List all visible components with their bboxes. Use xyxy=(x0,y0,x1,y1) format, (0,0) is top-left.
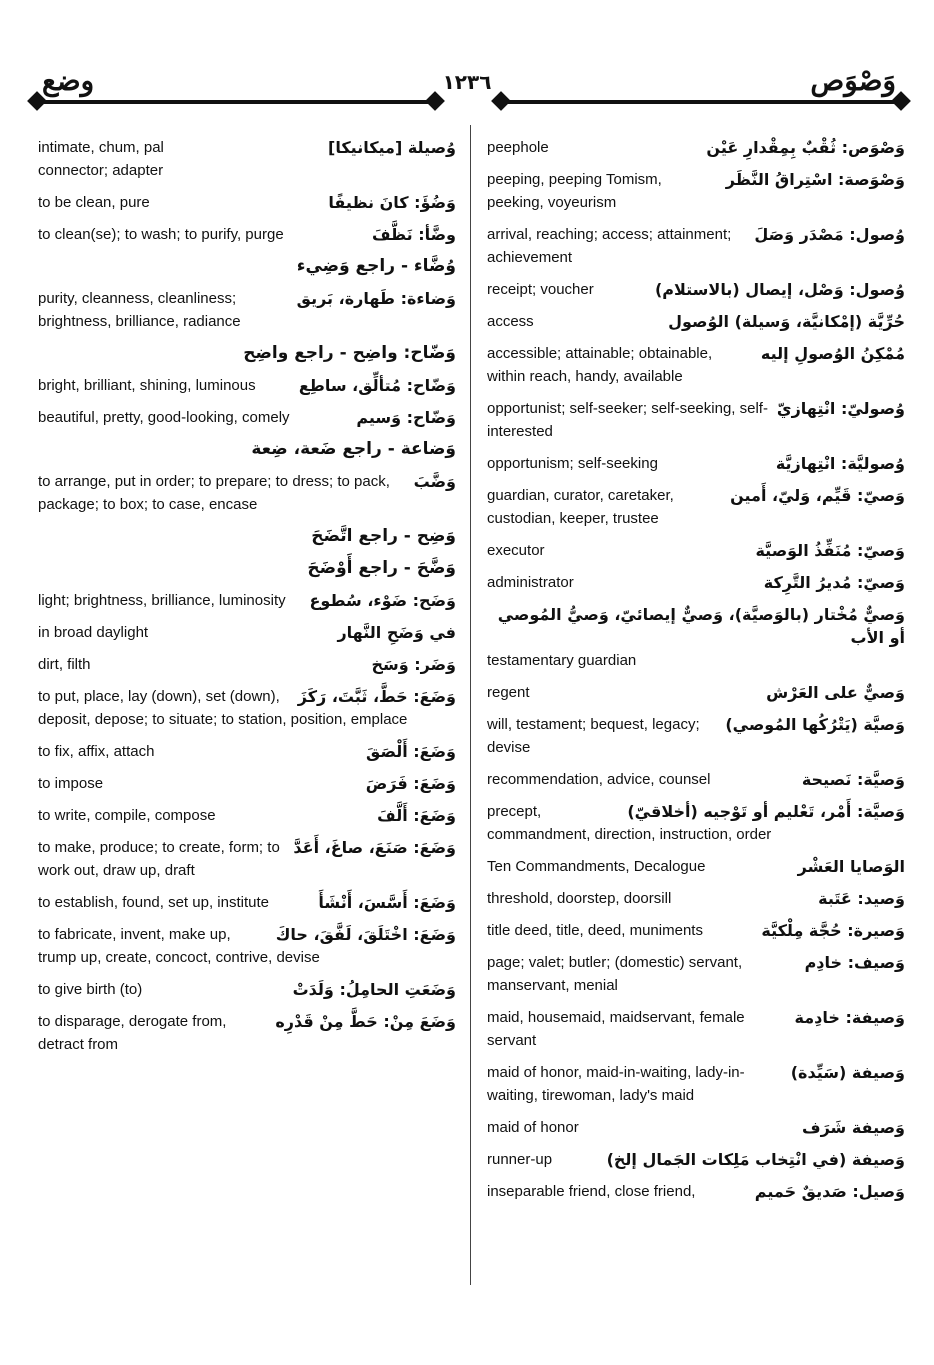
page-header xyxy=(30,60,904,110)
arabic-headword: وُصيلة [ميكانيكا] xyxy=(328,138,456,157)
english-definition: testamentary guardian xyxy=(487,652,637,669)
english-definition: to fix, affix, attach xyxy=(38,743,155,760)
dictionary-entry xyxy=(487,1006,905,1052)
dictionary-entry xyxy=(487,713,905,759)
arabic-headword: وَضّاح: واضِح - راجع واضِح xyxy=(243,343,456,363)
arabic-headword: وَضُؤَ: كانَ نظيفًا xyxy=(328,193,456,212)
arabic-headword: وَضِح - راجع اتَّضَحَ xyxy=(311,526,456,546)
dictionary-entry xyxy=(38,772,456,795)
dictionary-entry xyxy=(38,223,456,246)
dictionary-entry xyxy=(487,539,905,562)
dictionary-entry xyxy=(38,557,456,580)
english-definition: purity, cleanness, cleanliness; brightness, brilliance, radiance xyxy=(38,290,241,330)
english-definition: executor xyxy=(487,542,545,559)
english-definition: beautiful, pretty, good-looking, comely xyxy=(38,409,290,426)
dictionary-entry xyxy=(487,919,905,942)
arabic-headword: وَضَعَ: حَطَّ، ثَبَّتَ، رَكَزَ xyxy=(297,687,456,706)
english-definition: peeping, peeping Tomism, peeking, voyeurism xyxy=(487,171,662,211)
rule-ornament-diamond xyxy=(491,91,511,111)
english-definition xyxy=(38,139,164,179)
arabic-headword: وَضَعَ: أَسَّسَ، أَنْشَأَ xyxy=(318,893,456,912)
arabic-headword: وَضَعَ مِنْ: حَطَّ مِنْ قَدْرِه xyxy=(275,1012,456,1031)
arabic-headword: وَضّاح: وَسيم xyxy=(356,408,456,427)
right-running-headword: وَصْوَص xyxy=(810,64,896,97)
english-definition: dirt, filth xyxy=(38,656,91,673)
english-definition: inseparable friend, close friend, xyxy=(487,1183,696,1200)
arabic-headword: وُصوليّ: انْتِهازيّ xyxy=(776,399,905,418)
arabic-headword: وَضَر: وَسَخ xyxy=(371,655,456,674)
header-rule-right xyxy=(500,100,900,104)
dictionary-entry xyxy=(38,438,456,461)
arabic-headword: حُرِّيَّة (إمْكانيَّة، وَسيلة) الوُصول xyxy=(668,312,905,331)
arabic-headword: وَضاءة: طَهارة، بَريق xyxy=(296,289,456,308)
english-definition: to clean(se); to wash; to purify, purge xyxy=(38,226,284,243)
english-definition: maid of honor, maid-in-waiting, lady-in-waiting, tirewoman, lady's maid xyxy=(487,1064,745,1104)
arabic-headword: وَضاعة - راجع ضَعة، ضِعة xyxy=(251,439,456,459)
dictionary-entry xyxy=(487,342,905,388)
english-definition: maid of honor xyxy=(487,1119,579,1136)
english-definition-line: intimate, chum, pal xyxy=(38,139,164,156)
dictionary-entry xyxy=(38,136,456,182)
dictionary-entry xyxy=(487,855,905,878)
english-definition: to put, place, lay (down), set (down), deposit, depose; to situate; to station, position, emplace xyxy=(38,688,408,728)
dictionary-entry xyxy=(38,804,456,827)
arabic-headword: وَصيّ: مُديرُ التَّرِكة xyxy=(763,573,905,592)
arabic-headword: وُصول: مَصْدَر وَصَلَ xyxy=(754,225,905,244)
english-definition: receipt; voucher xyxy=(487,281,594,298)
rule-ornament-diamond xyxy=(425,91,445,111)
dictionary-entry xyxy=(38,621,456,644)
english-definition: to fabricate, invent, make up, trump up, create, concoct, contrive, devise xyxy=(38,926,320,966)
dictionary-entry xyxy=(487,136,905,159)
english-definition: bright, brilliant, shining, luminous xyxy=(38,377,256,394)
dictionary-entry xyxy=(487,951,905,997)
dictionary-entry xyxy=(487,603,905,672)
arabic-headword: وَصيٌّ مُخْتار (بالوَصيَّة)، وَصيٌّ إيصائيّ، وَصيُّ المُوصي أو الأب xyxy=(497,605,905,647)
english-definition: will, testament; bequest, legacy; devise xyxy=(487,716,700,756)
dictionary-entry xyxy=(38,653,456,676)
english-definition: peephole xyxy=(487,139,549,156)
dictionary-entry xyxy=(487,800,905,846)
arabic-headword: وُصوليَّة: انْتِهازيَّة xyxy=(775,454,905,473)
arabic-headword: وَصيل: صَديقٌ حَميم xyxy=(754,1182,905,1201)
english-definition: to establish, found, set up, institute xyxy=(38,894,269,911)
arabic-headword: وَصْوَص: ثُقْبٌ بِمِقْدارِ عَيْن xyxy=(706,138,905,157)
english-definition: maid, housemaid, maidservant, female servant xyxy=(487,1009,745,1049)
english-definition: accessible; attainable; obtainable, within reach, handy, available xyxy=(487,345,713,385)
arabic-headword: وَصيٌّ على العَرْش xyxy=(766,683,905,702)
dictionary-entry xyxy=(38,255,456,278)
english-definition: light; brightness, brilliance, luminosity xyxy=(38,592,286,609)
dictionary-entry xyxy=(487,484,905,530)
arabic-headword: وَصيرة: حُجَّة مِلْكيَّة xyxy=(761,921,905,940)
arabic-headword: وَصْوَصة: اسْتِراقُ النَّظَر xyxy=(725,170,905,189)
dictionary-entry xyxy=(38,589,456,612)
english-definition: to arrange, put in order; to prepare; to dress; to pack, package; to box; to case, encase xyxy=(38,473,390,513)
dictionary-entry xyxy=(38,191,456,214)
arabic-headword: وَضَح: ضَوْء، سُطوع xyxy=(309,591,456,610)
arabic-headword: مُمْكِنُ الوُصولِ إليه xyxy=(760,344,905,363)
dictionary-entry xyxy=(38,891,456,914)
arabic-headword: وَضَعَ: أَلْصَقَ xyxy=(366,742,456,761)
english-definition: Ten Commandments, Decalogue xyxy=(487,858,706,875)
arabic-headword: وَصيفة (سَيِّدة) xyxy=(790,1063,905,1082)
arabic-headword: وَضَّحَ - راجع أَوْضَحَ xyxy=(307,558,456,578)
english-definition: regent xyxy=(487,684,530,701)
dictionary-entry xyxy=(487,452,905,475)
header-rule-left xyxy=(34,100,434,104)
column-divider xyxy=(470,125,471,1285)
dictionary-entry xyxy=(38,374,456,397)
arabic-headword: وُصول: وَصْل، إيصال (بالاستلام) xyxy=(654,280,905,299)
arabic-headword: وَصيَّة (يَتْرُكُها المُوصي) xyxy=(725,715,905,734)
dictionary-entry xyxy=(38,836,456,882)
english-definition: to be clean, pure xyxy=(38,194,150,211)
dictionary-entry xyxy=(38,685,456,731)
dictionary-entry xyxy=(487,310,905,333)
dictionary-entry xyxy=(38,406,456,429)
arabic-headword: وَصيد: عَتَبة xyxy=(818,889,905,908)
dictionary-entry xyxy=(487,1061,905,1107)
right-column xyxy=(487,136,905,1212)
english-definition: opportunist; self-seeker; self-seeking, self-interested xyxy=(487,400,768,440)
left-running-headword: وضع xyxy=(42,64,95,97)
arabic-headword: وَصيفة شَرَف xyxy=(802,1118,905,1137)
arabic-headword: وَصيف: خادِم xyxy=(804,953,905,972)
dictionary-entry xyxy=(487,1180,905,1203)
english-definition-line: connector; adapter xyxy=(38,162,164,179)
english-definition: title deed, title, deed, muniments xyxy=(487,922,703,939)
english-definition: in broad daylight xyxy=(38,624,149,641)
english-definition: to write, compile, compose xyxy=(38,807,216,824)
dictionary-entry xyxy=(487,571,905,594)
dictionary-entry xyxy=(38,978,456,1001)
arabic-headword: وَصيّ: مُنَفِّذُ الوَصيَّة xyxy=(755,541,905,560)
arabic-headword: وَضَعَتِ الحامِلُ: وَلَدَتْ xyxy=(292,980,456,999)
arabic-headword: وضَّأ: نَظَّفَ xyxy=(371,225,456,244)
arabic-headword: وَضَّبَ xyxy=(413,472,456,491)
page-number: ١٢٣٦ xyxy=(442,70,492,94)
dictionary-entry xyxy=(38,525,456,548)
arabic-headword: وَضَعَ: اخْتَلَقَ، لَفَّقَ، حاكَ xyxy=(275,925,456,944)
english-definition: to impose xyxy=(38,775,104,792)
arabic-headword: وَضَعَ: فَرَضَ xyxy=(365,774,456,793)
english-definition: threshold, doorstep, doorsill xyxy=(487,890,672,907)
english-definition: recommendation, advice, counsel xyxy=(487,771,711,788)
arabic-headword: وَضَعَ: أَلَّفَ xyxy=(377,806,456,825)
arabic-headword: وَضَعَ: صَنَعَ، صاغَ، أَعَدَّ xyxy=(293,838,456,857)
english-definition: to make, produce; to create, form; to work out, draw up, draft xyxy=(38,839,280,879)
dictionary-entry xyxy=(487,223,905,269)
english-definition: guardian, curator, caretaker, custodian, keeper, trustee xyxy=(487,487,674,527)
arabic-headword: وَصيفة (في انْتِخاب مَلِكات الجَمال إلخ) xyxy=(606,1150,905,1169)
arabic-headword: وَصيفة: خادِمة xyxy=(794,1008,905,1027)
dictionary-entry xyxy=(487,681,905,704)
arabic-headword: الوَصايا العَشْر xyxy=(797,857,905,876)
english-definition: access xyxy=(487,313,534,330)
arabic-headword: وَصيّ: قَيِّم، وَليّ، أَمين xyxy=(730,486,905,505)
dictionary-entry xyxy=(487,887,905,910)
english-definition: to disparage, derogate from, detract from xyxy=(38,1013,227,1053)
english-definition: administrator xyxy=(487,574,574,591)
arabic-headword: وَصيَّة: أَمْر، تَعْليم أو تَوْجيه (أخلاقيّ) xyxy=(627,802,905,821)
dictionary-entry xyxy=(487,768,905,791)
dictionary-entry xyxy=(487,1148,905,1171)
dictionary-entry xyxy=(38,342,456,365)
dictionary-entry xyxy=(38,740,456,763)
arabic-headword: وَضّاح: مُتألِّق، ساطِع xyxy=(298,376,456,395)
dictionary-entry xyxy=(487,168,905,214)
english-definition: to give birth (to) xyxy=(38,981,143,998)
dictionary-entry xyxy=(38,923,456,969)
dictionary-entry xyxy=(487,278,905,301)
dictionary-entry xyxy=(38,287,456,333)
dictionary-entry xyxy=(38,470,456,516)
english-definition: page; valet; butler; (domestic) servant, manservant, menial xyxy=(487,954,743,994)
arabic-headword: وَصيَّة: نَصيحة xyxy=(801,770,905,789)
english-definition: precept, commandment, direction, instruction, order xyxy=(487,803,772,843)
dictionary-entry xyxy=(38,1010,456,1056)
arabic-headword: وُضَّاء - راجع وَضِيء xyxy=(296,256,456,276)
dictionary-entry xyxy=(487,1116,905,1139)
arabic-headword: في وَضَحِ النَّهار xyxy=(337,623,456,642)
english-definition: opportunism; self-seeking xyxy=(487,455,658,472)
left-column xyxy=(38,136,456,1065)
dictionary-entry xyxy=(487,397,905,443)
english-definition: arrival, reaching; access; attainment; achievement xyxy=(487,226,732,266)
english-definition: runner-up xyxy=(487,1151,553,1168)
